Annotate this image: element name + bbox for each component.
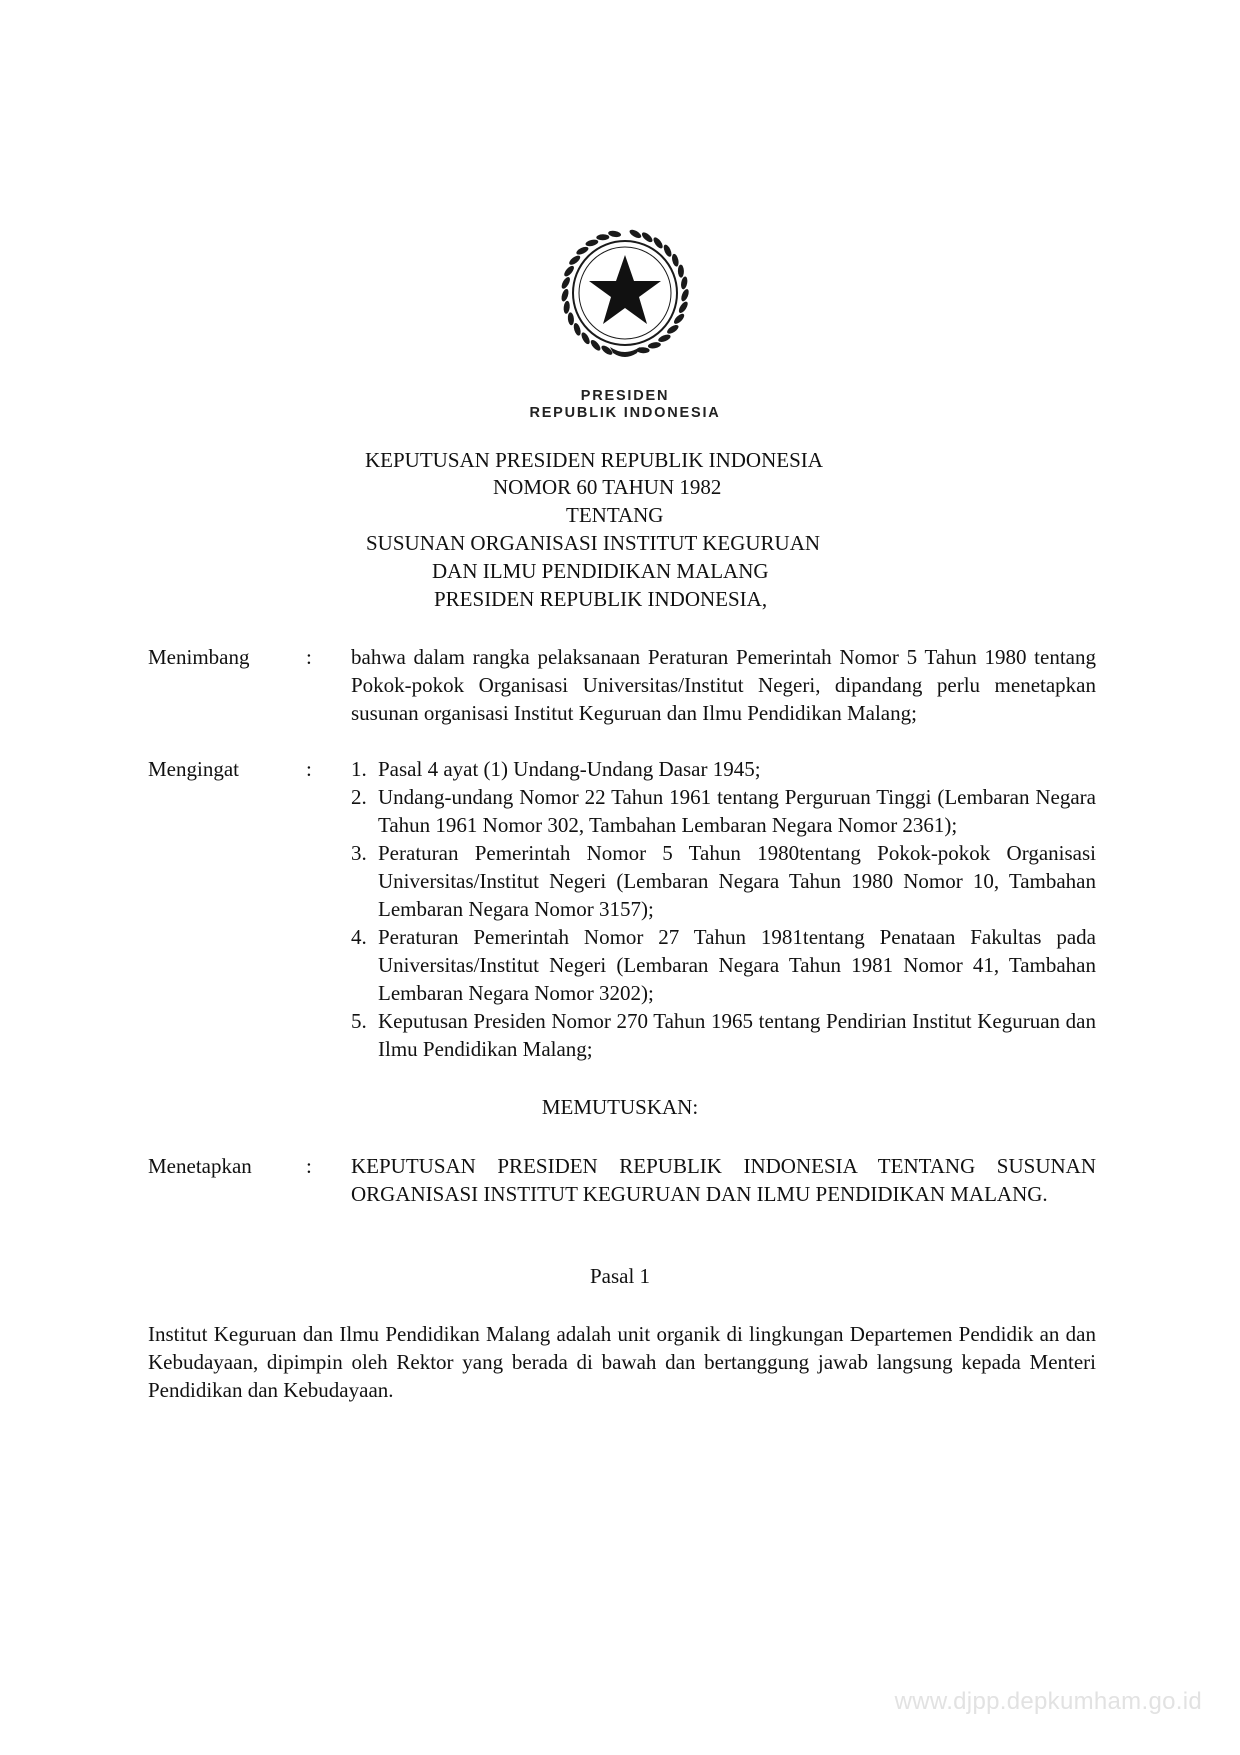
wreath-leaf <box>580 331 592 345</box>
pasal-1-heading: Pasal 1 <box>589 1264 651 1288</box>
mengingat-list <box>351 755 1096 1063</box>
decree-tentang: TENTANG <box>566 503 664 527</box>
menimbang-text: bahwa dalam rangka pelaksanaan Peraturan Pemerintah Nomor 5 Tahun 1980 tentang Pokok-pokok Organisasi Universitas/Institut Negeri, dipandang perlu menetapkan susunan organisasi Institut Keguruan dan Ilmu Pendidikan Malang; <box>351 645 1096 725</box>
mengingat-colon: : <box>306 757 312 781</box>
wreath-leaf <box>563 301 570 315</box>
wreath-leaf <box>560 288 570 302</box>
wreath-leaf <box>596 234 609 240</box>
wreath-leaf <box>572 322 582 336</box>
wreath-leaf <box>680 276 688 290</box>
list-item: 5. Keputusan Presiden Nomor 270 Tahun 1965 tentang Pendirian Institut Keguruan dan Ilmu Pendidikan Malang; <box>351 1009 1096 1061</box>
decree-number: NOMOR 60 TAHUN 1982 <box>493 475 722 499</box>
wreath-leaf <box>589 338 602 352</box>
menetapkan-text: KEPUTUSAN PRESIDEN REPUBLIK INDONESIA TENTANG SUSUNAN ORGANISASI INSTITUT KEGURUAN DAN ILMU PENDIDIKAN MALANG. <box>351 1154 1096 1206</box>
wreath-leaf <box>677 300 689 314</box>
wreath-leaf <box>636 347 649 354</box>
menimbang-label: Menimbang <box>148 645 250 669</box>
wreath-leaf <box>671 253 680 267</box>
wreath-leaf <box>567 312 574 326</box>
decree-title: KEPUTUSAN PRESIDEN REPUBLIK INDONESIA <box>365 448 823 472</box>
wreath-leaf <box>628 228 642 240</box>
wreath-leaf <box>680 288 690 302</box>
watermark-url: www.djpp.depkumham.go.id <box>894 1688 1202 1715</box>
memutuskan-heading: MEMUTUSKAN: <box>541 1095 699 1119</box>
emblem-title-republik: REPUBLIK INDONESIA <box>529 405 721 421</box>
list-item: 1. Pasal 4 ayat (1) Undang-Undang Dasar 1945; <box>351 757 761 781</box>
wreath-leaf <box>568 254 582 267</box>
wreath-leaf <box>666 323 680 335</box>
emblem-title-presiden: PRESIDEN <box>580 388 670 404</box>
wreath-leaf <box>652 236 665 250</box>
list-item: 3. Peraturan Pemerintah Nomor 5 Tahun 1980tentang Pokok-pokok Organisasi Universitas/Institut Negeri (Lembaran Negara Tahun 1980 Nomor 10, Tambahan Lembaran Negara Nomor 3157); <box>351 841 1096 921</box>
pasal-1-text: Institut Keguruan dan Ilmu Pendidikan Malang adalah unit organik di lingkungan Departemen Pendidik an dan Kebudayaan, dipimpin oleh Rektor yang berada di bawah dan bertanggung jawab langsung kepada Menteri Pendidikan dan Kebudayaan. <box>148 1322 1096 1402</box>
mengingat-label: Mengingat <box>148 757 239 781</box>
decree-subject-line2: DAN ILMU PENDIDIKAN MALANG <box>432 559 769 583</box>
wreath-leaf <box>608 230 622 238</box>
menetapkan-colon: : <box>306 1154 312 1178</box>
wreath-leaf <box>672 312 685 325</box>
wreath-leaf <box>657 333 671 343</box>
decree-authority: PRESIDEN REPUBLIK INDONESIA, <box>434 587 768 611</box>
decree-subject-line1: SUSUNAN ORGANISASI INSTITUT KEGURUAN <box>366 531 821 555</box>
wreath-leaf <box>563 264 576 278</box>
list-item: 2. Undang-undang Nomor 22 Tahun 1961 tentang Perguruan Tinggi (Lembaran Negara Tahun 1961 Nomor 302, Tambahan Lembaran Negara Nomor 2361); <box>351 785 1096 837</box>
list-item: 4. Peraturan Pemerintah Nomor 27 Tahun 1981tentang Penataan Fakultas pada Universitas/Institut Negeri (Lembaran Negara Tahun 1981 Nomor 41, Tambahan Lembaran Negara Nomor 3202); <box>351 925 1096 1005</box>
wreath-leaf <box>678 265 684 278</box>
menetapkan-label: Menetapkan <box>148 1154 252 1178</box>
menimbang-colon: : <box>306 645 312 669</box>
garuda-star-seal-icon <box>555 225 695 373</box>
wreath-leaf <box>560 276 572 290</box>
wreath-leaf <box>575 245 589 256</box>
wreath-leaf <box>662 244 673 258</box>
star-icon <box>589 255 661 324</box>
wreath-leaf <box>648 341 662 349</box>
wreath-leaf <box>585 238 599 247</box>
wreath-leaf <box>640 231 654 244</box>
